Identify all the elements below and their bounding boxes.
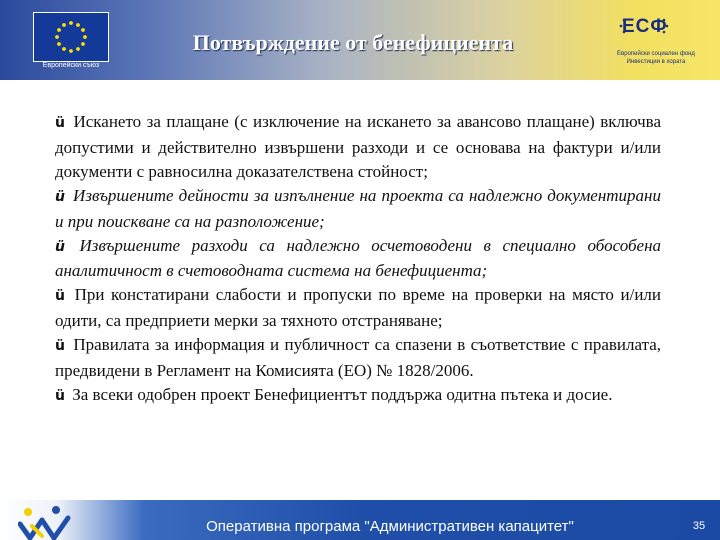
checkmark-icon: ü bbox=[55, 288, 65, 305]
checklist-item bbox=[55, 283, 661, 333]
esf-logo bbox=[600, 8, 712, 72]
esf-caption: Европейски социален фонд Инвестиции в хората bbox=[617, 51, 695, 65]
checklist-item-text: Правилата за информация и публичност са спазени в съответствие с правилата, предвидени в Регламент на Комисията (ЕО) № 1828/2006. bbox=[55, 335, 662, 381]
checkmark-icon: ü bbox=[55, 238, 65, 255]
checkmark-icon: ü bbox=[55, 387, 65, 404]
program-logo-icon bbox=[18, 504, 74, 540]
checklist bbox=[55, 110, 661, 409]
checklist-item bbox=[55, 234, 661, 284]
checklist-item bbox=[55, 110, 661, 184]
checklist-item bbox=[55, 333, 661, 383]
eu-caption: Европейски съюз bbox=[42, 62, 100, 69]
footer-program-text: Оперативна програма "Административен капацитет" bbox=[206, 518, 574, 535]
slide-footer bbox=[0, 500, 720, 540]
checklist-item bbox=[55, 184, 661, 234]
checklist-item bbox=[55, 383, 661, 409]
slide-header bbox=[0, 0, 720, 80]
esf-logo-text: ЕСФ bbox=[622, 16, 668, 37]
checklist-item-text: При констатирани слабости и пропуски по време на проверки на място и/или одити, са предприети мерки за тяхното отстраняване; bbox=[55, 285, 662, 331]
checklist-item-text: Извършените дейности за изпълнение на проекта са надлежно документирани и при поискване са на разположение; bbox=[55, 185, 661, 231]
checklist-item-text: Извършените разходи са надлежно осчетоводени в специално обособена аналитичност в счетоводната система на бенефициента; bbox=[55, 235, 662, 281]
checkmark-icon: ü bbox=[55, 338, 65, 355]
page-number: 35 bbox=[692, 520, 706, 532]
eu-flag-icon bbox=[33, 12, 109, 62]
checkmark-icon: ü bbox=[55, 188, 65, 205]
checkmark-icon: ü bbox=[55, 115, 65, 131]
eu-logo bbox=[24, 8, 118, 72]
page-title: Потвърждение от бенефициента bbox=[192, 30, 514, 55]
checklist-item-text: За всеки одобрен проект Бенефициентът поддържа одитна пътека и досие. bbox=[72, 384, 613, 404]
checklist-item-text: Искането за плащане (с изключение на искането за авансово плащане) включва допустими и действително извършени разходи и се основава на фактури и/или документи с равносилна доказателствена стойност; bbox=[55, 112, 661, 181]
eu-stars-icon bbox=[34, 13, 108, 61]
